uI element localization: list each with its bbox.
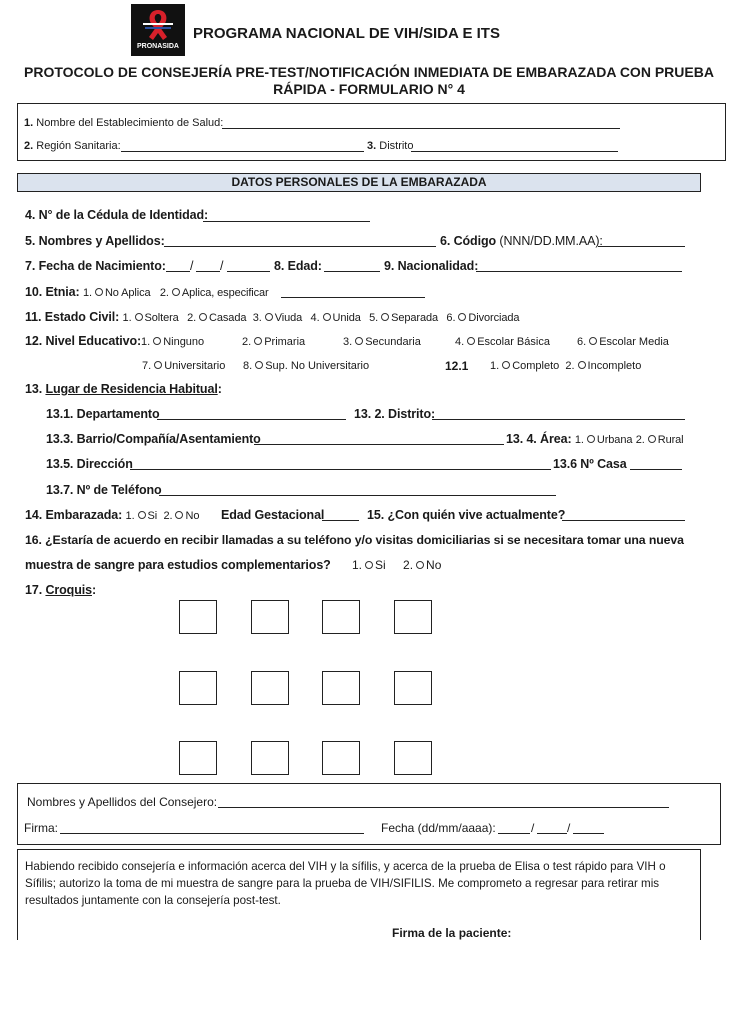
sketch-cell[interactable]	[251, 600, 289, 634]
education-secundaria: 3. Secundaria	[343, 336, 421, 348]
education-completo-radio[interactable]	[502, 361, 510, 369]
counselor-date-sep2: /	[567, 821, 571, 835]
consent-calls-options: 1. Si 2. No	[352, 558, 442, 572]
ethnicity-row: 10. Etnia: 1. No Aplica 2. Aplica, especificar	[25, 285, 269, 299]
civil-separada-radio[interactable]	[381, 313, 389, 321]
area-rural-radio[interactable]	[648, 435, 656, 443]
district-field[interactable]	[411, 151, 618, 152]
pronasida-logo	[131, 4, 185, 56]
code-label: 6. Código (NNN/DD.MM.AA):	[440, 234, 603, 248]
counselor-box	[17, 783, 721, 845]
neighborhood-label: 13.3. Barrio/Compañía/Asentamiento	[46, 432, 261, 446]
counselor-name-field[interactable]	[218, 807, 669, 808]
age-label: 8. Edad:	[274, 259, 322, 273]
establishment-box	[17, 103, 726, 161]
region-label: 2. Región Sanitaria:	[24, 140, 121, 152]
civil-viuda-radio[interactable]	[265, 313, 273, 321]
code-field[interactable]	[598, 246, 685, 247]
department-field[interactable]	[157, 419, 346, 420]
civil-unida-radio[interactable]	[323, 313, 331, 321]
birthdate-label: 7. Fecha de Nacimiento:	[25, 259, 166, 273]
consent-calls-question: 16. ¿Estaría de acuerdo en recibir llamadas a su teléfono y/o visitas domiciliarias si se necesitara tomar una nueva	[25, 533, 684, 547]
address-field[interactable]	[130, 469, 551, 470]
section-title: DATOS PERSONALES DE LA EMBARAZADA	[17, 173, 701, 192]
logo-text: PRONASIDA	[136, 43, 179, 50]
residence-heading: 13. Lugar de Residencia Habitual:	[25, 382, 222, 396]
education-ninguno: 1. Ninguno	[141, 336, 205, 348]
sketch-cell[interactable]	[179, 741, 217, 775]
sketch-cell[interactable]	[394, 671, 432, 705]
form-title-line2: RÁPIDA - FORMULARIO N° 4	[273, 81, 465, 97]
neighborhood-field[interactable]	[254, 444, 504, 445]
civil-status-row: 11. Estado Civil: 1. Soltera 2. Casada 3. Viuda 4. Unida 5. Separada 6. Divorciada	[25, 310, 520, 324]
counselor-signature-field[interactable]	[60, 833, 364, 834]
residence-district-field[interactable]	[432, 419, 685, 420]
education-secundaria-radio[interactable]	[355, 337, 363, 345]
address-label: 13.5. Dirección	[46, 457, 133, 471]
program-title: PROGRAMA NACIONAL DE VIH/SIDA E ITS	[193, 25, 500, 42]
birthdate-year[interactable]	[227, 271, 270, 272]
civil-casada-radio[interactable]	[199, 313, 207, 321]
residence-district-label: 13. 2. Distrito:	[354, 407, 436, 421]
education-universitario-radio[interactable]	[154, 361, 162, 369]
counselor-date-label: Fecha (dd/mm/aaaa):	[381, 821, 496, 835]
education-primaria: 2. Primaria	[242, 336, 306, 348]
sketch-cell[interactable]	[251, 741, 289, 775]
education-primaria-radio[interactable]	[254, 337, 262, 345]
gestational-age-label: Edad Gestacional	[221, 508, 325, 522]
education-escolar-media-radio[interactable]	[589, 337, 597, 345]
phone-label: 13.7. Nº de Teléfono	[46, 483, 162, 497]
area-row: 13. 4. Área: 1. Urbana 2. Rural	[506, 432, 684, 446]
red-ribbon-icon	[131, 4, 185, 44]
birthdate-sep1: /	[190, 259, 194, 273]
gestational-age-field[interactable]	[322, 520, 359, 521]
education-completion-options: 1. Completo 2. Incompleto	[490, 360, 642, 372]
education-sup-no-univ-radio[interactable]	[255, 361, 263, 369]
birthdate-month[interactable]	[196, 271, 220, 272]
names-field[interactable]	[164, 246, 436, 247]
civil-soltera-radio[interactable]	[135, 313, 143, 321]
counselor-name-label: Nombres y Apellidos del Consejero:	[27, 795, 218, 809]
sketch-cell[interactable]	[322, 600, 360, 634]
ethnicity-no-aplica-radio[interactable]	[95, 288, 103, 296]
cedula-field[interactable]	[203, 221, 370, 222]
education-universitario: 7. Universitario	[142, 360, 226, 372]
counselor-date-day[interactable]	[498, 833, 530, 834]
ethnicity-specify-field[interactable]	[281, 297, 425, 298]
education-incompleto-radio[interactable]	[578, 361, 586, 369]
phone-field[interactable]	[159, 495, 556, 496]
names-label: 5. Nombres y Apellidos:	[25, 234, 165, 248]
age-field[interactable]	[324, 271, 380, 272]
consent-text-line3: resultados juntamente con la consejería post-test.	[25, 894, 281, 907]
birthdate-day[interactable]	[166, 271, 190, 272]
birthdate-sep2: /	[220, 259, 224, 273]
district-label: 3. Distrito	[367, 140, 414, 152]
department-label: 13.1. Departamento	[46, 407, 160, 421]
education-completion-label: 12.1	[445, 359, 469, 373]
counselor-date-month[interactable]	[537, 833, 567, 834]
establishment-field[interactable]	[222, 128, 620, 129]
consent-text-line1: Habiendo recibido consejería e información acerca del VIH y la sífilis, y acerca de la prueba de Elisa o test rápido para VIH o	[25, 860, 666, 873]
consent-calls-no-radio[interactable]	[416, 561, 424, 569]
establishment-label: 1. Nombre del Establecimiento de Salud:	[24, 117, 224, 129]
civil-divorciada-radio[interactable]	[458, 313, 466, 321]
sketch-cell[interactable]	[322, 741, 360, 775]
counselor-date-sep1: /	[531, 821, 535, 835]
education-escolar-media: 6. Escolar Media	[577, 336, 669, 348]
consent-calls-question-cont: muestra de sangre para estudios complementarios?	[25, 558, 331, 572]
house-number-label: 13.6 Nº Casa	[553, 457, 627, 471]
education-label: 12. Nivel Educativo:	[25, 334, 142, 348]
sketch-cell[interactable]	[251, 671, 289, 705]
sketch-heading: 17. Croquis:	[25, 583, 97, 597]
patient-signature-label: Firma de la paciente:	[392, 926, 512, 940]
education-sup-no-universitario: 8. Sup. No Universitario	[243, 360, 370, 372]
ethnicity-aplica-radio[interactable]	[172, 288, 180, 296]
counselor-signature-label: Firma:	[24, 821, 58, 835]
sketch-cell[interactable]	[394, 741, 432, 775]
region-field[interactable]	[121, 151, 364, 152]
lives-with-label: 15. ¿Con quién vive actualmente?	[367, 508, 566, 522]
pregnant-si-radio[interactable]	[138, 511, 146, 519]
nationality-label: 9. Nacionalidad:	[384, 259, 479, 273]
sketch-cell[interactable]	[322, 671, 360, 705]
lives-with-field[interactable]	[562, 520, 685, 521]
pregnant-no-radio[interactable]	[175, 511, 183, 519]
pregnant-row: 14. Embarazada: 1. Si 2. No	[25, 508, 200, 522]
area-urbana-radio[interactable]	[587, 435, 595, 443]
nationality-field[interactable]	[476, 271, 682, 272]
form-title-line1: PROTOCOLO DE CONSEJERÍA PRE-TEST/NOTIFICACIÓN INMEDIATA DE EMBARAZADA CON PRUEBA	[24, 64, 714, 80]
sketch-cell[interactable]	[179, 600, 217, 634]
education-escolar-basica: 4. Escolar Básica	[455, 336, 550, 348]
sketch-cell[interactable]	[179, 671, 217, 705]
consent-text-line2: Sífilis; autorizo la toma de mi muestra de sangre para la prueba de VIH/SIFILIS. Me comprometo a regresar para retirar mis	[25, 877, 660, 890]
sketch-cell[interactable]	[394, 600, 432, 634]
education-escolar-basica-radio[interactable]	[467, 337, 475, 345]
house-number-field[interactable]	[630, 469, 682, 470]
cedula-label: 4. N° de la Cédula de Identidad:	[25, 208, 209, 222]
counselor-date-year[interactable]	[573, 833, 604, 834]
consent-calls-si-radio[interactable]	[365, 561, 373, 569]
education-ninguno-radio[interactable]	[153, 337, 161, 345]
